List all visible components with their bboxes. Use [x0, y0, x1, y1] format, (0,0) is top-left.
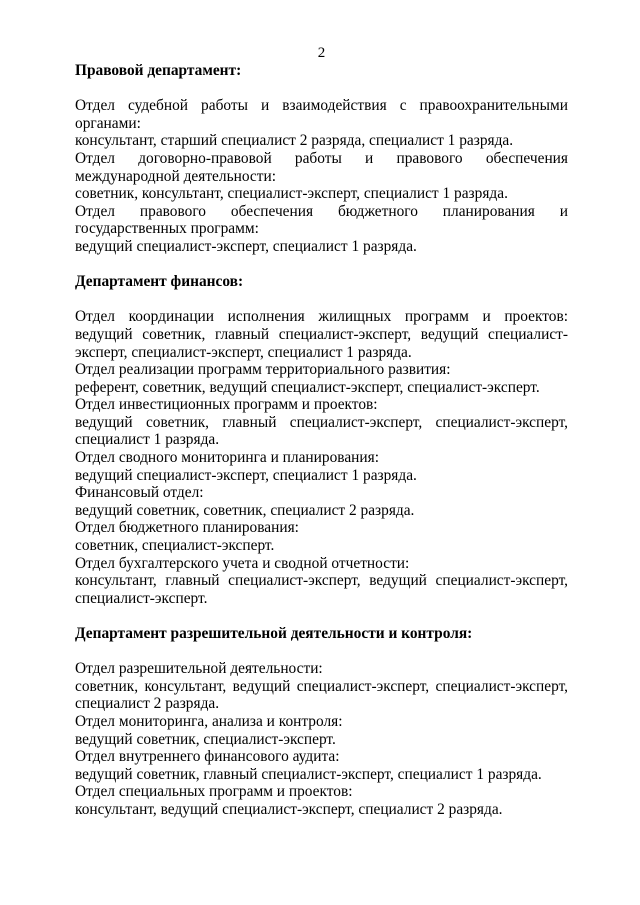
section-heading: Департамент финансов:	[75, 273, 244, 291]
positions-list: референт, советник, ведущий специалист-эксперт, специалист-эксперт.	[75, 378, 540, 396]
section-finance-department	[75, 273, 568, 607]
department-unit: Отдел судебной работы и взаимодействия с правоохранительными органами:	[75, 97, 568, 132]
department-unit: Отдел правового обеспечения бюджетного планирования и государственных программ:	[75, 202, 568, 238]
department-unit: Финансовый отдел:	[75, 484, 204, 502]
department-unit: Отдел внутреннего финансового аудита:	[75, 748, 340, 766]
department-unit: Отдел координации исполнения жилищных программ и проектов: ведущий советник, главный специалист-эксперт, ведущий специалист-эксперт, специалист-эксперт, специалист 1 разряда.	[75, 308, 568, 361]
positions-list: консультант, ведущий специалист-эксперт, специалист 2 разряда.	[75, 800, 503, 818]
department-unit: Отдел договорно-правовой работы и правового обеспечения международной деятельности:	[75, 149, 568, 185]
department-unit: Отдел сводного мониторинга и планирования:	[75, 449, 380, 467]
positions-list: ведущий советник, советник, специалист 2 разряда.	[75, 501, 415, 519]
department-unit: Отдел реализации программ территориального развития:	[75, 361, 451, 379]
section-heading: Департамент разрешительной деятельности и контроля:	[75, 625, 473, 642]
department-unit: Отдел бюджетного планирования:	[75, 519, 299, 537]
document-body	[75, 62, 568, 819]
department-unit: Отдел инвестиционных программ и проектов:	[75, 396, 378, 414]
positions-list: ведущий советник, главный специалист-эксперт, специалист 1 разряда.	[75, 765, 542, 783]
section-heading: Правовой департамент:	[75, 62, 242, 79]
positions-list: советник, консультант, ведущий специалист-эксперт, специалист-эксперт, специалист 2 разряда.	[75, 677, 568, 713]
page-number: 2	[317, 45, 326, 61]
positions-list: консультант, старший специалист 2 разряда, специалист 1 разряда.	[75, 132, 514, 150]
positions-list: ведущий советник, специалист-эксперт.	[75, 730, 336, 748]
department-unit: Отдел разрешительной деятельности:	[75, 660, 323, 678]
department-unit: Отдел специальных программ и проектов:	[75, 783, 353, 801]
department-unit: Отдел мониторинга, анализа и контроля:	[75, 712, 343, 730]
positions-list: консультант, главный специалист-эксперт, ведущий специалист-эксперт, специалист-эксперт.	[75, 572, 568, 607]
positions-list: ведущий специалист-эксперт, специалист 1 разряда.	[75, 237, 417, 255]
section-permits-control-department	[75, 625, 568, 819]
positions-list: ведущий специалист-эксперт, специалист 1 разряда.	[75, 466, 417, 484]
section-legal-department	[75, 62, 568, 256]
department-unit: Отдел бухгалтерского учета и сводной отчетности:	[75, 554, 410, 572]
positions-list: ведущий советник, главный специалист-эксперт, специалист-эксперт, специалист 1 разряда.	[75, 413, 568, 449]
positions-list: советник, консультант, специалист-эксперт, специалист 1 разряда.	[75, 185, 508, 203]
positions-list: советник, специалист-эксперт.	[75, 537, 275, 555]
